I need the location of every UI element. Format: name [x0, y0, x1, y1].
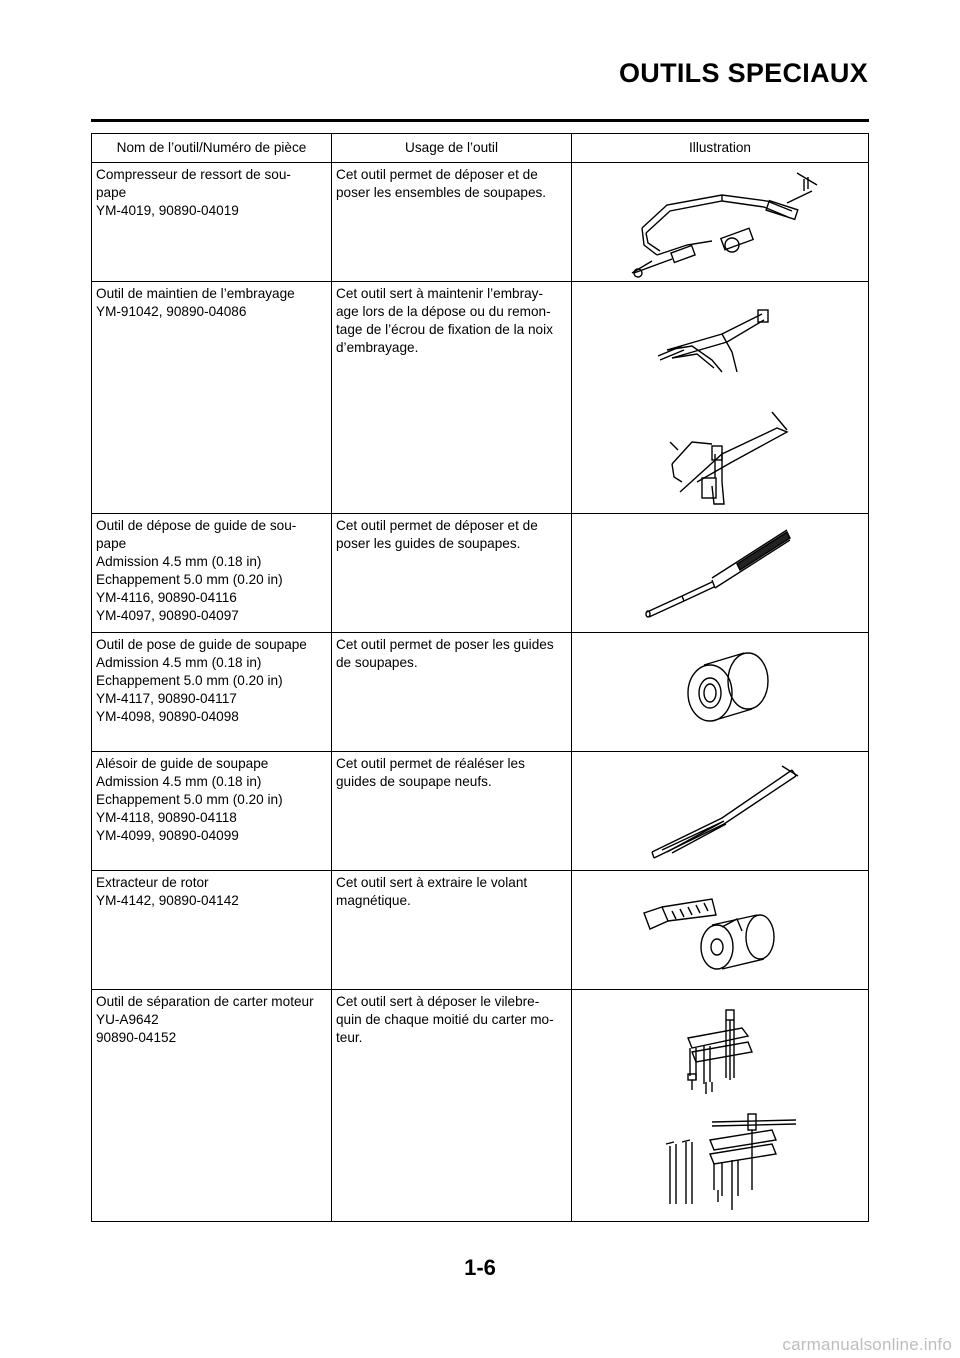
table-row	[92, 990, 869, 1222]
tool-usage-line: tage de l’écrou de fixation de la noix	[336, 322, 553, 337]
tool-number-line: YM-4098, 90890-04098	[96, 709, 239, 724]
illustration-cell	[572, 633, 869, 752]
tool-number-line: YM-4019, 90890-04019	[96, 203, 239, 218]
table-row	[92, 871, 869, 990]
tool-name-line: Outil de séparation de carter moteur	[96, 994, 314, 1009]
table-row	[92, 752, 869, 871]
tool-usage-line: d’embrayage.	[336, 340, 419, 355]
valve-guide-reamer-icon	[572, 752, 868, 870]
tool-name-line: Extracteur de rotor	[96, 875, 209, 890]
tool-name-line: Compresseur de ressort de sou-	[96, 167, 291, 182]
tool-number-line: YM-4116, 90890-04116	[96, 590, 237, 605]
valve-guide-remover-icon	[572, 514, 868, 632]
header-illustration: Illustration	[572, 134, 869, 163]
tool-usage-line: Cet outil sert à déposer le vilebre-	[336, 994, 540, 1009]
tool-spec-line: Echappement 5.0 mm (0.20 in)	[96, 792, 283, 807]
tool-name-line: Outil de maintien de l’embrayage	[96, 286, 295, 301]
tool-name-line: Outil de dépose de guide de sou-	[96, 518, 297, 533]
tool-usage-cell	[332, 282, 572, 514]
crankcase-separating-tool-icon	[572, 990, 868, 1221]
tool-usage-line: quin de chaque moitié du carter mo-	[336, 1012, 554, 1027]
tool-usage-cell	[332, 163, 572, 282]
watermark: carmanualsonline.info	[782, 1335, 952, 1354]
valve-spring-compressor-icon	[572, 163, 868, 281]
tool-usage-line: age lors de la dépose ou du remon-	[336, 304, 551, 319]
tool-name-cell	[92, 163, 332, 282]
tool-number-line: 90890-04152	[96, 1030, 177, 1045]
illustration-cell	[572, 990, 869, 1222]
tool-number-line: YM-4099, 90890-04099	[96, 828, 239, 843]
tool-spec-line: Echappement 5.0 mm (0.20 in)	[96, 673, 283, 688]
tool-name-cell	[92, 282, 332, 514]
tool-usage-line: poser les ensembles de soupapes.	[336, 185, 547, 200]
tool-usage-cell	[332, 990, 572, 1222]
tool-number-line: YM-4117, 90890-04117	[96, 691, 237, 706]
tool-number-line: YM-4097, 90890-04097	[96, 608, 239, 623]
table-row	[92, 633, 869, 752]
tool-name-line: pape	[96, 536, 127, 551]
tool-usage-line: de soupapes.	[336, 655, 418, 670]
tool-usage-line: magnétique.	[336, 893, 411, 908]
valve-guide-installer-icon	[572, 633, 868, 751]
title-rule	[91, 119, 869, 122]
rotor-puller-icon	[572, 871, 868, 989]
tool-number-line: YM-91042, 90890-04086	[96, 304, 247, 319]
illustration-cell	[572, 282, 869, 514]
tool-usage-line: Cet outil permet de déposer et de	[336, 167, 538, 182]
header-tool-name: Nom de l’outil/Numéro de pièce	[92, 134, 332, 163]
tool-usage-line: Cet outil sert à extraire le volant	[336, 875, 528, 890]
table-row	[92, 163, 869, 282]
tool-usage-cell	[332, 752, 572, 871]
tool-number-line: YU-A9642	[96, 1012, 159, 1027]
clutch-holding-tool-icon	[572, 282, 868, 513]
special-tools-table	[91, 133, 869, 1222]
tool-spec-line: Echappement 5.0 mm (0.20 in)	[96, 572, 283, 587]
tool-spec-line: Admission 4.5 mm (0.18 in)	[96, 554, 262, 569]
illustration-cell	[572, 752, 869, 871]
tool-name-cell	[92, 514, 332, 633]
illustration-cell	[572, 871, 869, 990]
tool-name-cell	[92, 990, 332, 1222]
tool-usage-cell	[332, 871, 572, 990]
tool-name-cell	[92, 871, 332, 990]
illustration-cell	[572, 163, 869, 282]
tool-usage-line: Cet outil sert à maintenir l’embray-	[336, 286, 543, 301]
table-row	[92, 514, 869, 633]
tool-name-cell	[92, 633, 332, 752]
page-title: OUTILS SPECIAUX	[618, 58, 868, 88]
tool-usage-line: Cet outil permet de poser les guides	[336, 637, 554, 652]
tool-usage-line: poser les guides de soupapes.	[336, 536, 521, 551]
tool-name-cell	[92, 752, 332, 871]
header-tool-usage: Usage de l’outil	[332, 134, 572, 163]
tool-usage-line: Cet outil permet de déposer et de	[336, 518, 538, 533]
tool-number-line: YM-4118, 90890-04118	[96, 810, 237, 825]
tool-name-line: Outil de pose de guide de soupape	[96, 637, 307, 652]
tool-spec-line: Admission 4.5 mm (0.18 in)	[96, 655, 262, 670]
tool-number-line: YM-4142, 90890-04142	[96, 893, 239, 908]
table-header-row	[92, 134, 869, 163]
page-number: 1-6	[464, 1255, 496, 1280]
tool-usage-cell	[332, 514, 572, 633]
tool-name-line: Alésoir de guide de soupape	[96, 756, 269, 771]
tool-usage-line: guides de soupape neufs.	[336, 774, 492, 789]
table-row	[92, 282, 869, 514]
tool-usage-cell	[332, 633, 572, 752]
illustration-cell	[572, 514, 869, 633]
tool-usage-line: teur.	[336, 1030, 363, 1045]
tool-spec-line: Admission 4.5 mm (0.18 in)	[96, 774, 262, 789]
tool-name-line: pape	[96, 185, 127, 200]
tool-usage-line: Cet outil permet de réaléser les	[336, 756, 525, 771]
